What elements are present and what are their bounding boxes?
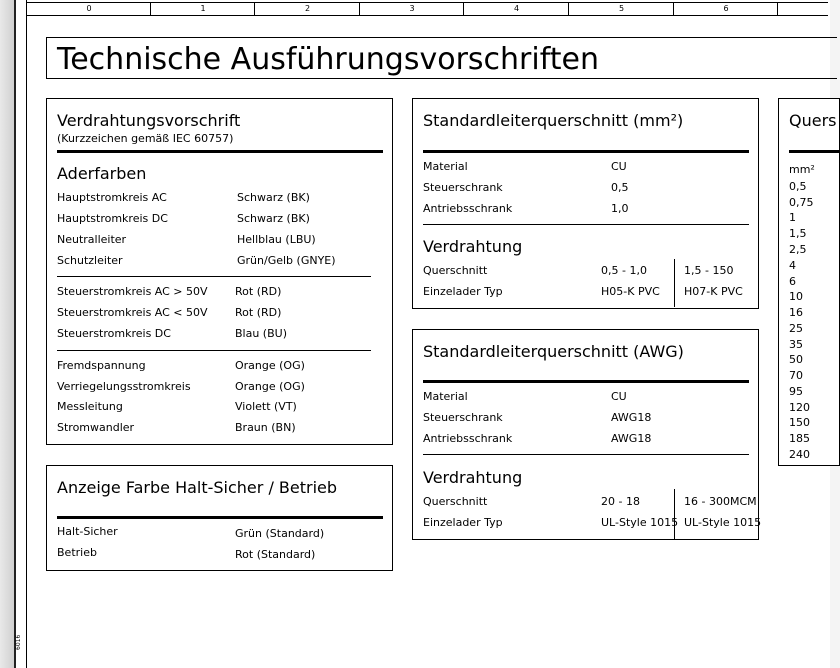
row-value: Hellblau (LBU) [237, 233, 316, 246]
row-value: Schwarz (BK) [237, 191, 310, 204]
column-divider [674, 489, 675, 539]
row-value: Rot (Standard) [235, 548, 316, 561]
indicator-color-box [46, 465, 393, 571]
row-value: AWG18 [611, 411, 652, 424]
row-value: 20 - 18 [601, 495, 640, 508]
row-label: Steuerstromkreis AC < 50V [57, 306, 208, 319]
list-item: 10 [789, 290, 803, 303]
row-value: Blau (BU) [235, 327, 287, 340]
row-value: Grün/Gelb (GNYE) [237, 254, 336, 267]
unit-label: mm² [789, 163, 815, 176]
list-item: 2,5 [789, 243, 807, 256]
row-label: Material [423, 390, 468, 403]
list-item: 185 [789, 432, 810, 445]
awg-wiring-title: Verdrahtung [423, 468, 523, 487]
indicator-title: Anzeige Farbe Halt-Sicher / Betrieb [57, 478, 338, 497]
title-box [46, 37, 837, 79]
row-value: Orange (OG) [235, 359, 305, 372]
list-item: 25 [789, 322, 803, 335]
list-item: 6 [789, 275, 796, 288]
divider [57, 516, 383, 519]
row-label: Stromwandler [57, 421, 135, 434]
row-value: Orange (OG) [235, 380, 305, 393]
list-item: 150 [789, 416, 810, 429]
wiring-subtitle: (Kurzzeichen gemäß IEC 60757) [57, 132, 234, 145]
page-shadow [0, 0, 14, 668]
row-label: Messleitung [57, 400, 123, 413]
row-value: Schwarz (BK) [237, 212, 310, 225]
ruler-cell: 1 [150, 3, 255, 15]
ruler-cell: 6 [673, 3, 778, 15]
row-label: Einzelader Typ [423, 516, 503, 529]
mm2-title: Standardleiterquerschnitt (mm²) [423, 111, 684, 130]
list-item: 50 [789, 353, 803, 366]
wiring-regulation-box [46, 98, 393, 445]
cross-section-list-box [778, 98, 840, 466]
row-label: Querschnitt [423, 264, 488, 277]
row-label: Einzelader Typ [423, 285, 503, 298]
row-value: Rot (RD) [235, 306, 282, 319]
ruler-cell [777, 3, 838, 15]
page-title: Technische Ausführungsvorschriften [57, 42, 599, 77]
list-item: 35 [789, 338, 803, 351]
row-value: AWG18 [611, 432, 652, 445]
row-value: 0,5 [611, 181, 629, 194]
row-label: Fremdspannung [57, 359, 146, 372]
row-label: Steuerstromkreis DC [57, 327, 171, 340]
divider [57, 350, 371, 351]
mm2-wiring-title: Verdrahtung [423, 237, 523, 256]
row-label: Steuerstromkreis AC > 50V [57, 285, 208, 298]
wiring-title: Verdrahtungsvorschrift [57, 111, 241, 130]
row-value: H05-K PVC [601, 285, 660, 298]
row-value: CU [611, 390, 627, 403]
row-label: Hauptstromkreis AC [57, 191, 167, 204]
ruler-cell: 3 [359, 3, 464, 15]
sheet-code: 6016 [15, 634, 22, 650]
ruler-cell: 4 [463, 3, 569, 15]
row-label: Halt-Sicher [57, 525, 118, 538]
ruler-cell: 5 [568, 3, 674, 15]
row-label: Betrieb [57, 546, 97, 559]
row-value: 1,0 [611, 202, 629, 215]
cross-section-title: Quers [789, 111, 837, 130]
row-value: UL-Style 1015 [601, 516, 679, 529]
list-item: 95 [789, 385, 803, 398]
row-label: Steuerschrank [423, 181, 503, 194]
ruler-cell: 2 [254, 3, 360, 15]
list-item: 120 [789, 401, 810, 414]
row-label: Querschnitt [423, 495, 488, 508]
std-cross-section-awg-box [412, 329, 762, 540]
row-value: H07-K PVC [684, 285, 743, 298]
row-value: 16 - 300MCM [684, 495, 757, 508]
row-value: 1,5 - 150 [684, 264, 734, 277]
row-label: Neutralleiter [57, 233, 127, 246]
divider [423, 224, 749, 225]
divider [57, 150, 383, 153]
row-label: Antriebsschrank [423, 202, 513, 215]
list-item: 1 [789, 211, 796, 224]
row-value: Violett (VT) [235, 400, 297, 413]
row-label: Verriegelungsstromkreis [57, 380, 191, 393]
divider [789, 150, 839, 153]
list-item: 70 [789, 369, 803, 382]
row-value: Braun (BN) [235, 421, 296, 434]
row-value: CU [611, 160, 627, 173]
row-value: Grün (Standard) [235, 527, 325, 540]
awg-title: Standardleiterquerschnitt (AWG) [423, 342, 684, 361]
row-label: Schutzleiter [57, 254, 123, 267]
core-colors-title: Aderfarben [57, 164, 147, 183]
list-item: 16 [789, 306, 803, 319]
row-label: Material [423, 160, 468, 173]
std-cross-section-mm2-box [412, 98, 759, 309]
row-label: Antriebsschrank [423, 432, 513, 445]
row-label: Steuerschrank [423, 411, 503, 424]
frame-border [26, 0, 27, 668]
list-item: 1,5 [789, 227, 807, 240]
list-item: 4 [789, 259, 796, 272]
column-divider [674, 259, 675, 307]
divider [57, 276, 371, 277]
list-item: 0,75 [789, 196, 814, 209]
row-value: Rot (RD) [235, 285, 282, 298]
row-value: 0,5 - 1,0 [601, 264, 647, 277]
ruler-cell: 0 [26, 3, 151, 15]
divider [423, 150, 749, 153]
divider [423, 454, 749, 455]
list-item: 0,5 [789, 180, 807, 193]
row-value: UL-Style 1015 [684, 516, 762, 529]
divider [423, 380, 749, 383]
column-ruler [26, 2, 828, 16]
row-label: Hauptstromkreis DC [57, 212, 168, 225]
list-item: 240 [789, 448, 810, 461]
